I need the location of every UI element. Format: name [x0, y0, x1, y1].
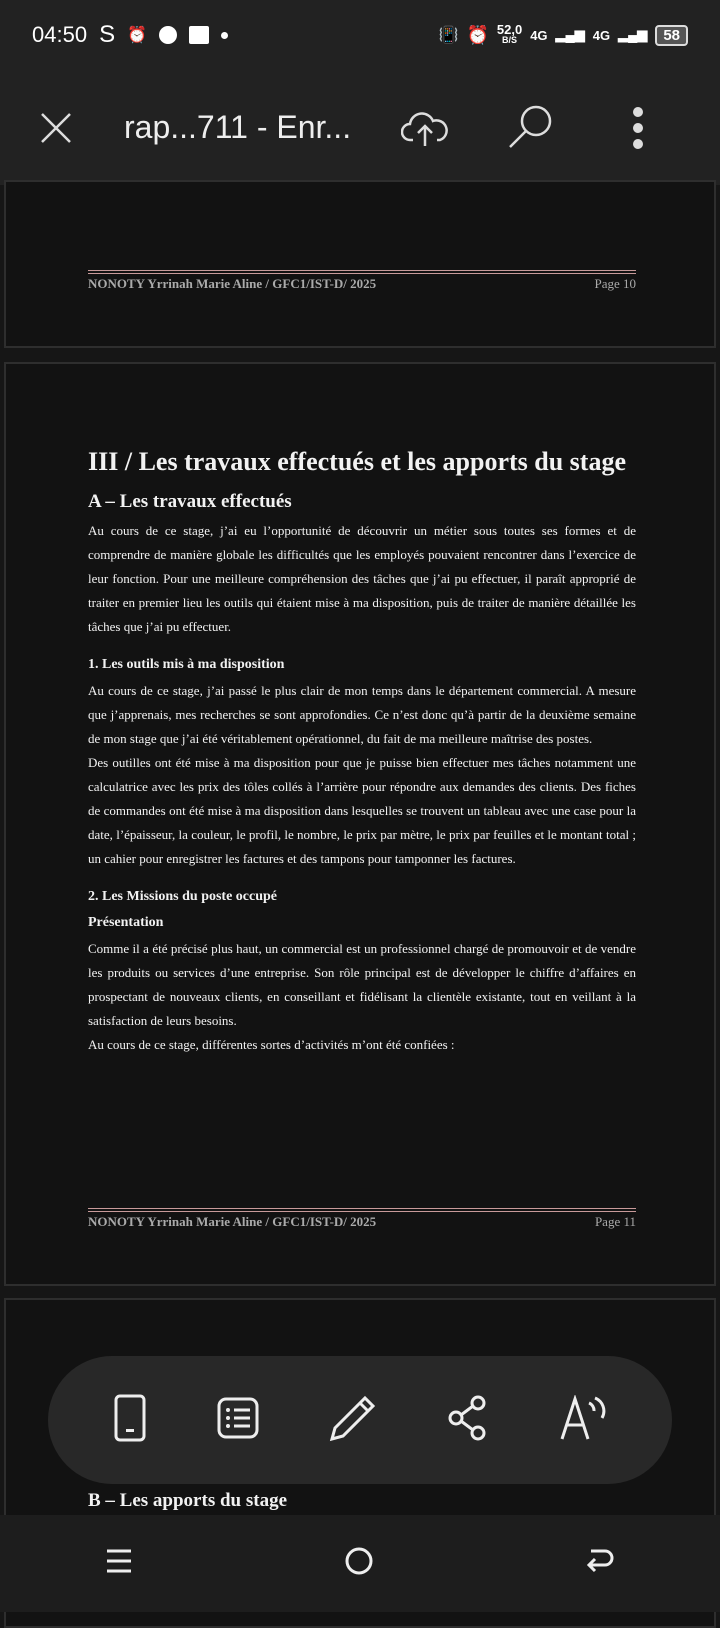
page-10 [4, 180, 716, 348]
signal-icon: ▂▄▆ [555, 27, 585, 42]
paragraph: Au cours de ce stage, j’ai eu l’opportunité de découvrir un métier sous toutes ses formes et de comprendre de manière globale les difficultés que les employés pouvaient rencontrer dans l’exercice de leur fonction. Pour une meilleure compréhension des tâches que j’ai pu effectuer, il paraît approprié de traiter en premier lieu les outils qui étaient mise à ma disposition, puis de traiter de manière détaillée les tâches que j’ai pu effectuer. [88, 523, 636, 634]
footer-author: NONOTY Yrrinah Marie Aline / GFC1/IST-D/ 2025 [88, 276, 377, 291]
section-heading: III / Les travaux effectués et les apports du stage [88, 447, 627, 476]
back-icon[interactable] [585, 1547, 615, 1580]
battery: 58 [655, 25, 688, 46]
system-nav-bar [0, 1515, 720, 1612]
paragraph: Des outilles ont été mise à ma disposition pour que je puisse bien effectuer mes tâches notamment une calculatrice avec les prix des tôles collés à l’arrière pour répondre aux demandes des clients. Des fiches de commandes ont été mise à ma disposition dans lesquelles se trouvent un tableau avec une case pour la date, l’épaisseur, la couleur, le profil, le nombre, le prix par mètre, le prix par feuilles et le montant total ; un cahier pour enregistrer les factures et des tampons pour tamponner les factures. [88, 755, 636, 866]
app-bar [0, 70, 720, 185]
signal-icon: ▂▄▆ [618, 27, 648, 42]
home-icon[interactable] [344, 1546, 374, 1581]
search-icon[interactable] [506, 103, 556, 153]
footer-rule [88, 1208, 636, 1212]
vibrate-icon: 📳 [438, 27, 459, 44]
messenger-icon [159, 26, 177, 44]
page-number: Page 10 [594, 276, 636, 291]
net-unit: B/S [502, 35, 518, 45]
bottom-toolbar [48, 1356, 672, 1484]
subsection-heading: B – Les apports du stage [88, 1490, 287, 1511]
dot-icon [221, 32, 228, 39]
list-icon[interactable] [216, 1396, 260, 1445]
network-2: 4G [592, 27, 611, 43]
page-number: Page 11 [594, 1214, 636, 1229]
network-1: 4G [530, 27, 548, 43]
footer-rule [88, 270, 636, 274]
status-bar [0, 0, 720, 70]
net-speed: 52,0 [496, 22, 523, 37]
alarm-icon: ⏰ [466, 24, 489, 45]
page-footer [88, 276, 636, 292]
clock: 04:50 [32, 22, 88, 47]
webtoon-icon [189, 26, 209, 44]
cloud-upload-icon[interactable] [400, 103, 450, 153]
footer-author: NONOTY Yrrinah Marie Aline / GFC1/IST-D/ 2025 [88, 1214, 377, 1229]
phone-view-icon[interactable] [113, 1394, 147, 1447]
recent-apps-icon[interactable] [105, 1547, 133, 1580]
read-aloud-icon[interactable] [559, 1395, 607, 1446]
alarm-icon: ⏰ [127, 27, 147, 44]
page-footer [88, 1214, 636, 1230]
page-11 [4, 362, 716, 1286]
paragraph: Au cours de ce stage, j’ai passé le plus clair de mon temps dans le département commercial. A mesure que j’apprenais, mes recherches se sont approfondies. Ce n’est donc qu’à partir de la deuxième semaine de mon stage que j’ai été véritablement opérationnel, du fait de ma meilleure maîtrise des postes. [88, 683, 636, 746]
heading-missions: 2. Les Missions du poste occupé [88, 889, 278, 904]
subsection-heading: A – Les travaux effectués [88, 491, 292, 512]
heading-tools: 1. Les outils mis à ma disposition [88, 657, 285, 672]
s-icon: S [99, 21, 116, 48]
more-options-icon[interactable] [626, 103, 650, 153]
document-title: rap...711 - Enr... [124, 109, 352, 145]
page-content [88, 446, 636, 1057]
paragraph: Au cours de ce stage, différentes sortes d’activités m’ont été confiées : [88, 1037, 455, 1052]
pencil-icon[interactable] [329, 1394, 377, 1447]
close-icon[interactable] [36, 108, 76, 148]
heading-presentation: Présentation [88, 915, 164, 930]
share-icon[interactable] [446, 1395, 490, 1446]
paragraph: Comme il a été précisé plus haut, un commercial est un professionnel chargé de promouvoir et de vendre les produits ou services d’une entreprise. Son rôle principal est de développer le chiffre d’affaires en prospectant de nouveaux clients, en conseillant et fidélisant la clientèle existante, tout en veillant à la satisfaction de leurs besoins. [88, 941, 636, 1028]
